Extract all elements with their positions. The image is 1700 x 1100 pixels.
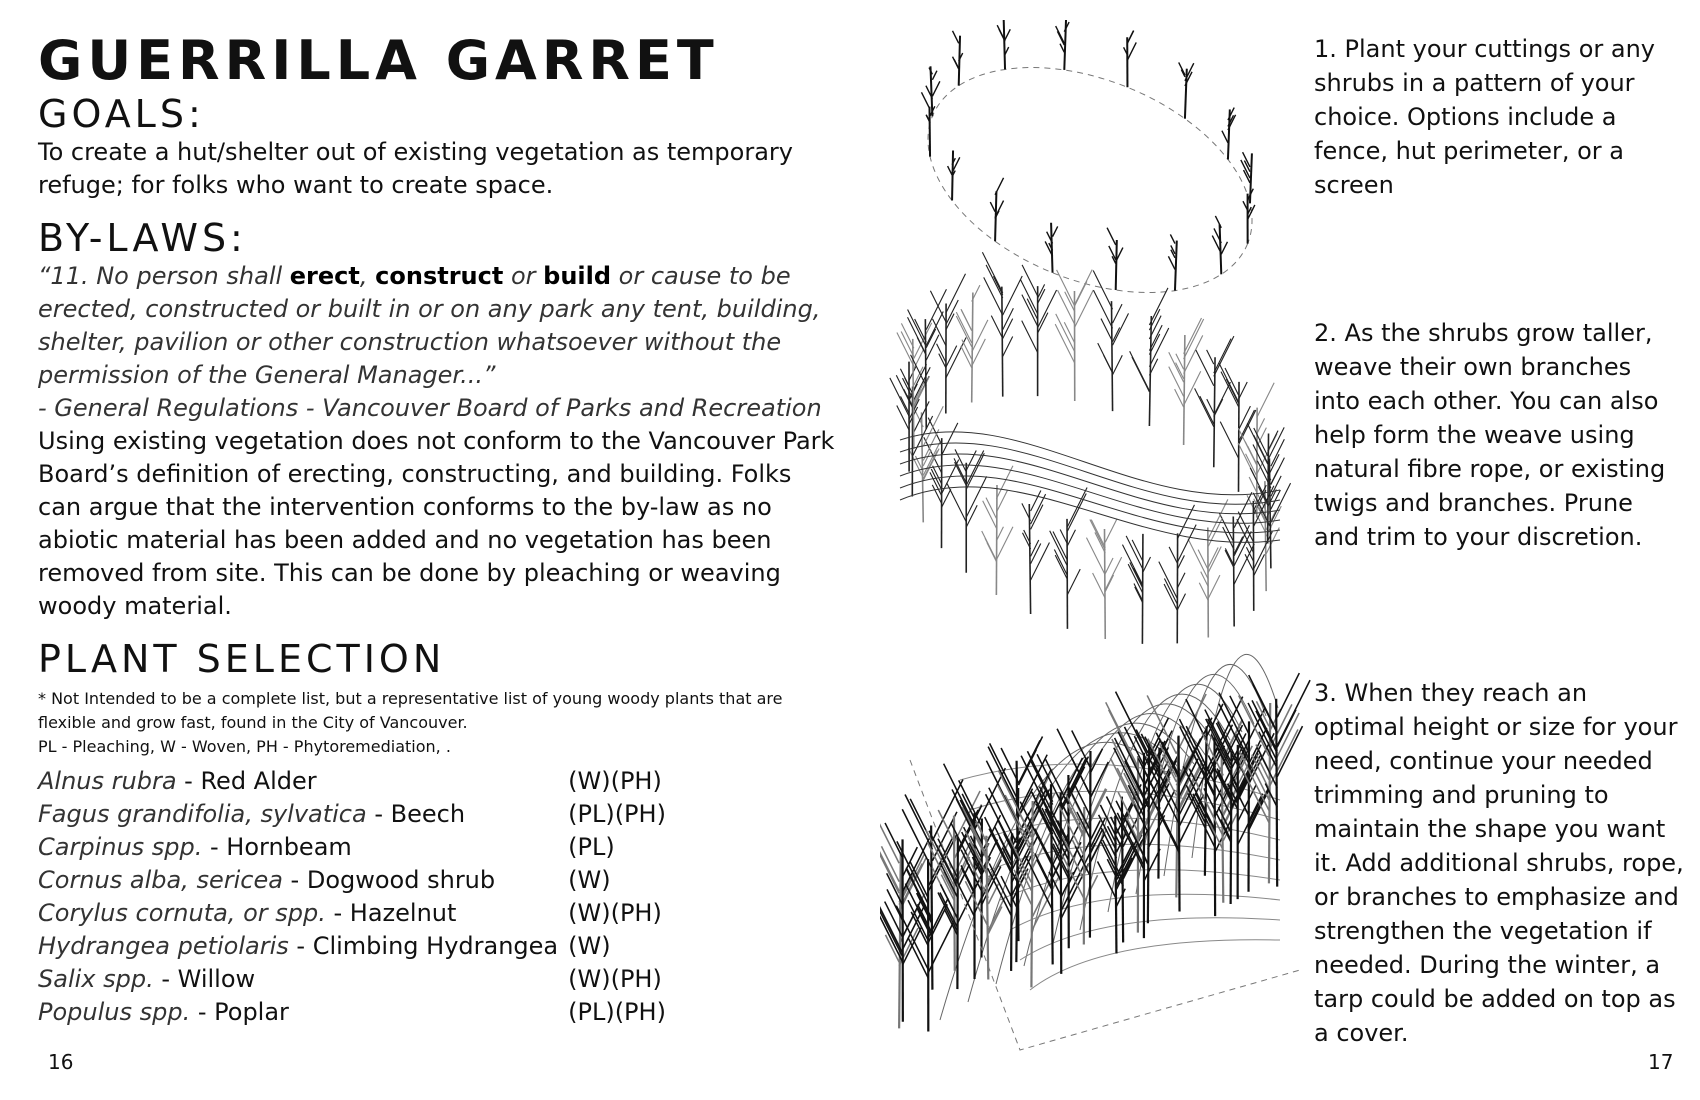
plant-scientific-name: Alnus rubra — [38, 767, 177, 795]
page-title: GUERRILLA GARRET — [38, 29, 719, 92]
step-1-text: 1. Plant your cuttings or any shrubs in a pattern of your choice. Options include a fence, hut perimeter, or a screen — [1314, 35, 1655, 199]
plant-list — [38, 765, 666, 1029]
goals-text: To create a hut/shelter out of existing vegetation as temporary refuge; for folks who want to create space. — [38, 138, 793, 199]
plant-scientific-name: Hydrangea petiolaris — [38, 932, 289, 960]
plant-scientific-name: Carpinus spp. — [38, 833, 203, 861]
step-3-text: 3. When they reach an optimal height or size for your need, continue your needed trimming and pruning to maintain the shape you want it. Add additional shrubs, rope, or branches to emphasize and strengthen the vegetation if needed. During the winter, a tarp could be added on top as a cover. — [1314, 679, 1684, 1047]
plant-row — [38, 963, 666, 996]
plant-technique-code: (PL) — [568, 833, 615, 861]
goals-heading: GOALS: — [38, 92, 205, 136]
plant-technique-code: (W) — [568, 866, 611, 894]
plant-common-name: - Beech — [366, 800, 466, 828]
plant-common-name: - Willow — [153, 965, 256, 993]
bylaw-quote: “11. No person shall erect, construct or build or cause to be erected, constructed or built in or on any park any tent, building, shelter, pavilion or other construction whatsoever without the permission of the General Manager...” — [38, 262, 821, 389]
plant-scientific-name: Populus spp. — [38, 998, 191, 1026]
plant-row — [38, 831, 666, 864]
plant-common-name: - Dogwood shrub — [282, 866, 496, 894]
shelter-illustration — [880, 20, 1320, 1080]
plant-row — [38, 765, 666, 798]
plant-note: * Not Intended to be a complete list, but a representative list of young woody plants that are flexible and grow fast, found in the City of Vancouver. — [38, 689, 783, 732]
step-2-text: 2. As the shrubs grow taller, weave their own branches into each other. You can also help form the weave using natural fibre rope, or existing twigs and branches. Prune and trim to your discretion. — [1314, 319, 1666, 551]
plant-common-name: - Hazelnut — [325, 899, 457, 927]
plant-row — [38, 864, 666, 897]
plant-common-name: - Hornbeam — [202, 833, 352, 861]
bylaw-attribution: - General Regulations - Vancouver Board of Parks and Recreation — [38, 394, 822, 422]
plant-technique-code: (W) — [568, 932, 611, 960]
plant-common-name: - Poplar — [190, 998, 289, 1026]
plant-technique-code: (W)(PH) — [568, 899, 662, 927]
plant-legend: PL - Pleaching, W - Woven, PH - Phytoremediation, . — [38, 737, 451, 756]
stage-3-shelter-diagram — [880, 654, 1310, 1050]
plant-common-name: - Red Alder — [176, 767, 317, 795]
stage-1-planting-diagram — [895, 20, 1285, 336]
plant-scientific-name: Corylus cornuta, or spp. — [38, 899, 326, 927]
plant-technique-code: (PL)(PH) — [568, 800, 666, 828]
plant-selection-heading: PLANT SELECTION — [38, 637, 446, 681]
plant-scientific-name: Salix spp. — [38, 965, 154, 993]
stage-2-weaving-diagram — [890, 252, 1291, 644]
plant-row — [38, 996, 666, 1029]
plant-common-name: - Climbing Hydrangea — [288, 932, 559, 960]
plant-technique-code: (PL)(PH) — [568, 998, 666, 1026]
page-number-right: 17 — [1648, 1050, 1674, 1074]
plant-row — [38, 930, 666, 963]
bylaws-text: Using existing vegetation does not conform to the Vancouver Park Board’s definition of erecting, constructing, and building. Folks can argue that the intervention conforms to the by-law as no abiotic material has been added and no vegetation has been removed from site. This can be done by pleaching or weaving woody material. — [38, 427, 835, 620]
plant-row — [38, 798, 666, 831]
bylaws-heading: BY-LAWS: — [38, 216, 247, 260]
page-number-left: 16 — [48, 1050, 74, 1074]
plant-technique-code: (W)(PH) — [568, 965, 662, 993]
plant-scientific-name: Cornus alba, sericea — [38, 866, 283, 894]
plant-row — [38, 897, 666, 930]
plant-scientific-name: Fagus grandifolia, sylvatica — [38, 800, 367, 828]
plant-technique-code: (W)(PH) — [568, 767, 662, 795]
left-page — [38, 30, 838, 1029]
